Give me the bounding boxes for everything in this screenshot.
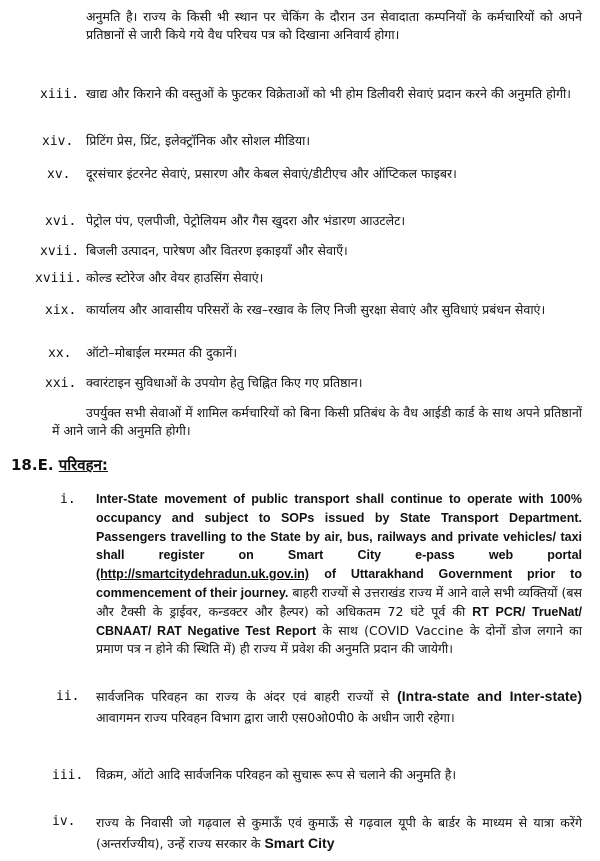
transport-item-i [96, 490, 582, 659]
closing-paragraph: उपर्युक्त सभी सेवाओं में शामिल कर्मचारियों को बिना किसी प्रतिबंध के वैध आईडी कार्ड के साथ अपने प्रतिष्ठानों में आने जाने की अनुमति होगी। [52, 405, 582, 438]
item-text: कार्यालय और आवासीय परिसरों के रख–रखाव के लिए निजी सुरक्षा सेवाएं और सुविधाएं प्रबंधन सेवाएं। [86, 302, 546, 317]
transport-item-iv [96, 812, 582, 854]
item-number: xvii. [40, 244, 80, 259]
item-text: क्वारंटाइन सुविधाओं के उपयोग हेतु चिह्नित किए गए प्रतिष्ठान। [86, 375, 363, 390]
item-text: प्रिटिंग प्रेस, प्रिंट, इलेक्ट्रॉनिक और सोशल मीडिया। [86, 133, 311, 148]
item-text: दूरसंचार इंटरनेट सेवाएं, प्रसारण और केबल सेवाएं/डीटीएच और ऑप्टिकल फाइबर। [86, 166, 457, 181]
hindi-text: राज्य के निवासी जो गढ़वाल से कुमाऊँ एवं कुमाऊँ से गढ़वाल यूपी के बार्डर के माध्यम से यात्रा करेंगे (अन्तर्राज्यीय), उन्हें राज्य सरकार के [96, 815, 582, 851]
item-number: xvi. [45, 214, 77, 229]
english-text: of Uttarakhand Government prior to commencement of their journey. [96, 567, 582, 600]
item-number: xiv. [42, 134, 74, 149]
item-text: बिजली उत्पादन, पारेषण और वितरण इकाइयाँ और सेवाएँ। [86, 243, 348, 258]
item-number: ii. [56, 689, 80, 704]
item-text: खाद्य और किराने की वस्तुओं के फुटकर विक्रेताओं को भी होम डिलीवरी सेवाएं प्रदान करने की अनुमति होगी। [86, 86, 571, 101]
item-number: i. [60, 492, 76, 507]
english-text: Inter-State movement of public transport shall continue to operate with 100% occupancy and subject to SOPs issued by State Transport Department. Passengers travelling to the State by air, bus, railways and private vehicles/ taxi shall register on Smart City e-pass web portal [96, 492, 582, 563]
item-text: कोल्ड स्टोरेज और वेयर हाउसिंग सेवाएं। [86, 270, 264, 285]
item-text: पेट्रोल पंप, एलपीजी, पेट्रोलियम और गैस खुदरा और भंडारण आउटलेट। [86, 213, 406, 228]
item-number: xxi. [45, 376, 77, 391]
item-number: xviii. [35, 271, 82, 286]
item-text: ऑटो–मोबाईल मरम्मत की दुकानें। [86, 345, 238, 360]
section-title: परिवहन: [58, 456, 108, 474]
item-number: iii. [52, 768, 84, 783]
english-text: Smart City [264, 835, 335, 851]
item-number: xv. [47, 167, 71, 182]
item-number: xx. [48, 346, 72, 361]
transport-item-ii [96, 686, 582, 728]
portal-link[interactable]: (http://smartcitydehradun.uk.gov.in) [96, 567, 309, 582]
hindi-text: बाहरी राज्यों से उत्तराखंड राज्य में आने वाले सभी व्यक्तियों (बस और टैक्सी के ड्राईवर, कन्डक्टर और हैल्पर) को अधिकतम 72 घंटे पूर्व की [96, 584, 582, 619]
transport-item-iii: विक्रम, ऑटो आदि सार्वजनिक परिवहन को सुचारू रूप से चलाने की अनुमति है। [96, 767, 457, 782]
item-number: xiii. [40, 87, 80, 102]
hindi-text: के साथ (COVID Vaccine के दोनों डोज लगाने का प्रमाण पत्र न होने की स्थिति में) ही राज्य में प्रवेश की अनुमति प्रदान की जायेगी। [96, 622, 582, 657]
item-number: iv. [52, 814, 76, 829]
section-number: 18.E. [11, 456, 54, 474]
hindi-text: सार्वजनिक परिवहन का राज्य के अंदर एवं बाहरी राज्यों से [96, 689, 390, 704]
intro-paragraph: अनुमति है। राज्य के किसी भी स्थान पर चेकिंग के दौरान उन सेवादाता कम्पनियों के कर्मचारियों को अपने प्रतिष्ठानों से जारी किये गये वैध परिचय पत्र को दिखाना अनिवार्य होगा। [86, 9, 582, 42]
section-heading [11, 455, 108, 475]
english-text: RT PCR/ TrueNat/ CBNAAT/ RAT Negative Test Report [96, 604, 582, 638]
english-text: (Intra-state and Inter-state) [397, 688, 582, 704]
hindi-text: आवागमन राज्य परिवहन विभाग द्वारा जारी एस0ओ0पी0 के अधीन जारी रहेगा। [96, 710, 455, 725]
item-number: xix. [45, 303, 77, 318]
